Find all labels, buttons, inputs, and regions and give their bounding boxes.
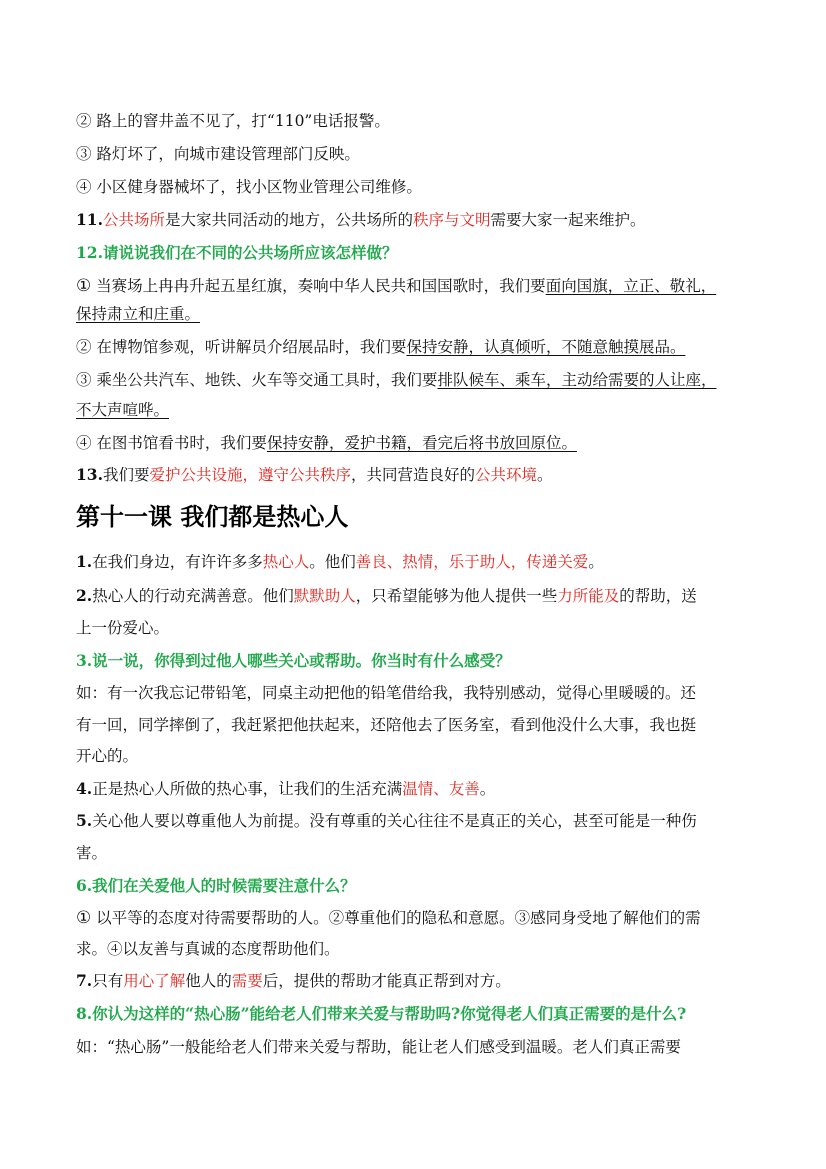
text-run: 。 — [588, 553, 604, 571]
item-number: ① — [76, 908, 92, 928]
underlined-answer: 保持安静，认真倾听，不随意触摸展品。 — [406, 338, 686, 356]
text-run: ，共同营造良好的 — [351, 466, 476, 484]
item-number: ① — [76, 276, 92, 296]
text-run: ③ 乘坐公共汽车、地铁、火车等交通工具时，我们要 — [76, 371, 438, 389]
underlined-answer: 不大声喧哗。 — [76, 401, 170, 419]
underlined-answer: 面向国旗，立正、敬礼， — [545, 277, 717, 295]
text-run: 他人的 — [185, 972, 232, 990]
underlined-answer: 保持肃立和庄重。 — [76, 305, 201, 323]
text-run: 。 — [537, 466, 553, 484]
text-run: 我们要 — [102, 466, 150, 484]
highlight-text: 公共场所 — [102, 211, 165, 229]
lesson-title: 第十一课 我们都是热心人 — [76, 503, 349, 531]
text-line — [76, 970, 776, 992]
item-number: 5. — [76, 811, 93, 830]
text-line — [76, 585, 776, 607]
highlight-text: 需要 — [231, 972, 263, 990]
text-run: 需要大家一起来维护。 — [490, 211, 646, 229]
text-line — [76, 778, 776, 800]
text-run: ④ 在图书馆看书时，我们要 — [76, 434, 267, 452]
text-line — [76, 303, 776, 325]
text-line: ③ 路灯坏了，向城市建设管理部门反映。 — [76, 145, 360, 163]
text-run: ，只希望能够为他人提供一些 — [355, 587, 558, 605]
text-run: 当赛场上冉冉升起五星红旗，奏响中华人民共和国国歌时，我们要 — [91, 277, 546, 295]
text-line — [76, 209, 776, 231]
item-number: 13. — [76, 465, 103, 484]
text-line: 如：有一次我忘记带铅笔，同桌主动把他的铅笔借给我，我特别感动，觉得心里暖暖的。还 — [76, 684, 697, 702]
text-run: 关心他人要以尊重他人为前提。没有尊重的关心往往不是真正的关心，甚至可能是一种伤 — [92, 812, 697, 830]
text-line: ② 路上的窨井盖不见了，打“110”电话报警。 — [76, 112, 390, 130]
text-line — [76, 369, 776, 391]
item-number: 11. — [76, 210, 103, 229]
highlight-text: 秩序与文明 — [413, 211, 491, 229]
text-run: ② 在博物馆参观，听讲解员介绍展品时，我们要 — [76, 338, 407, 356]
text-line — [76, 907, 776, 929]
highlight-text: 爱护公共设施，遵守公共秩序 — [149, 466, 351, 484]
text-run: 以平等的态度对待需要帮助的人。②尊重他们的隐私和意愿。③感同身受地了解他们的需 — [91, 909, 701, 927]
item-number: 4. — [76, 779, 93, 798]
text-line — [76, 810, 776, 832]
highlight-text: 公共环境 — [475, 466, 538, 484]
item-number: 2. — [76, 586, 93, 605]
question-heading: 8.你认为这样的“热心肠”能给老人们带来关爱与帮助吗?你觉得老人们真正需要的是什么? — [76, 1004, 687, 1023]
text-run: 正是热心人所做的热心事，让我们的生活充满 — [92, 780, 403, 798]
text-line — [76, 551, 776, 573]
highlight-text: 力所能及 — [557, 587, 620, 605]
question-heading: 3.说一说，你得到过他人哪些关心或帮助。你当时有什么感受？ — [76, 651, 511, 670]
text-line: ④ 小区健身器械坏了，找小区物业管理公司维修。 — [76, 178, 422, 196]
question-heading: 12.请说说我们在不同的公共场所应该怎样做？ — [76, 243, 398, 262]
text-run: 是大家共同活动的地方，公共场所的 — [164, 211, 413, 229]
text-line: 求。④以友善与真诚的态度帮助他们。 — [76, 940, 340, 958]
item-number: 7. — [76, 971, 93, 990]
text-line: 害。 — [76, 844, 108, 862]
text-run: 只有 — [92, 972, 124, 990]
text-run: 的帮助，送 — [619, 587, 697, 605]
text-run: 。他们 — [309, 553, 356, 571]
text-run: 在我们身边，有许许多多 — [92, 553, 263, 571]
text-line — [76, 336, 776, 358]
text-run: 后，提供的帮助才能真正帮到对方。 — [262, 972, 511, 990]
underlined-answer: 保持安静，爱护书籍，看完后将书放回原位。 — [266, 434, 577, 452]
highlight-text: 用心了解 — [123, 972, 186, 990]
text-line: 上一份爱心。 — [76, 619, 170, 637]
item-number: 1. — [76, 552, 93, 571]
text-line: 开心的。 — [76, 747, 139, 765]
highlight-text: 善良、热情，乐于助人，传递关爱 — [355, 553, 589, 571]
question-heading: 6.我们在关爱他人的时候需要注意什么？ — [76, 876, 356, 895]
text-run: 。 — [479, 780, 496, 798]
text-line: 如：“热心肠”一般能给老人们带来关爱与帮助，能让老人们感受到温暖。老人们真正需要 — [76, 1038, 681, 1056]
text-line — [76, 432, 776, 454]
text-run: 热心人的行动充满善意。他们 — [92, 587, 294, 605]
underlined-answer: 排队候车、乘车，主动给需要的人让座， — [437, 371, 717, 389]
text-line — [76, 399, 776, 421]
highlight-text: 热心人 — [262, 553, 310, 571]
highlight-text: 温情、友善 — [402, 780, 480, 798]
text-line — [76, 464, 776, 486]
text-line — [76, 275, 776, 297]
highlight-text: 默默助人 — [293, 587, 356, 605]
text-line: 有一回，同学摔倒了，我赶紧把他扶起来，还陪他去了医务室，看到他没什么大事，我也挺 — [76, 716, 697, 734]
